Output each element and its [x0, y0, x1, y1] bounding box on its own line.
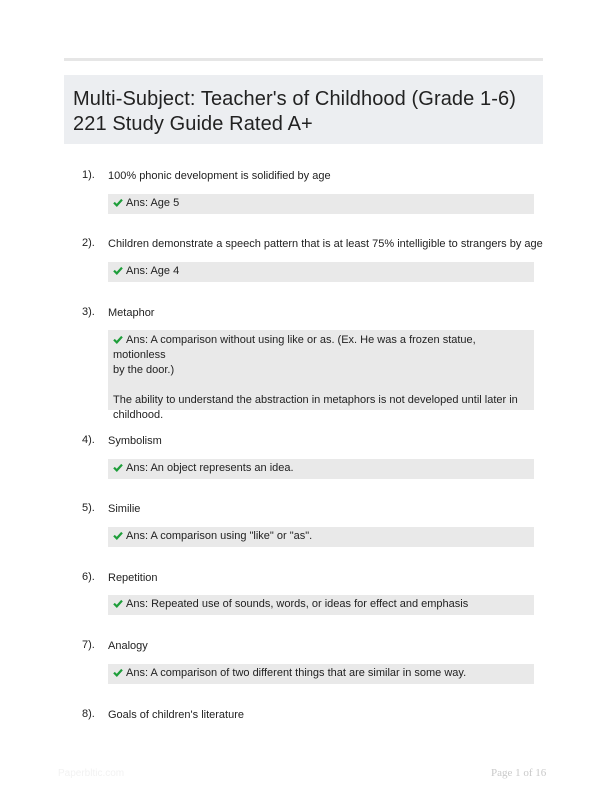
answer-box: [108, 262, 534, 282]
question-number: 2).: [82, 237, 95, 249]
check-icon: [113, 266, 123, 275]
question-number: 6).: [82, 571, 95, 583]
answer-text: Ans: Age 5: [126, 197, 180, 209]
question-text: Analogy: [108, 640, 148, 652]
question-number: 4).: [82, 434, 95, 446]
question-number: 5).: [82, 502, 95, 514]
question-text: Goals of children's literature: [108, 709, 244, 721]
document-title-box: [64, 75, 543, 144]
document-title-line1: Multi-Subject: Teacher's of Childhood (Grade 1-6): [73, 88, 517, 110]
document-title-line2: 221 Study Guide Rated A+: [73, 113, 313, 135]
question-text: Repetition: [108, 572, 158, 584]
check-icon: [113, 463, 123, 472]
footer-watermark: Paperbltic.com: [58, 768, 125, 779]
answer-text-continued: by the door.): [113, 364, 175, 376]
answer-text: Ans: Age 4: [126, 265, 180, 277]
question-number: 1).: [82, 169, 95, 181]
question-text: Symbolism: [108, 435, 162, 447]
answer-text: Ans: A comparison using "like" or "as".: [126, 530, 313, 542]
answer-box: [108, 595, 534, 615]
question-number: 7).: [82, 639, 95, 651]
answer-box: [108, 664, 534, 684]
check-icon: [113, 599, 123, 608]
check-icon: [113, 668, 123, 677]
answer-text: Ans: A comparison without using like or as. (Ex. He was a frozen statue, motionless: [113, 334, 476, 361]
answer-text: Ans: Repeated use of sounds, words, or ideas for effect and emphasis: [126, 598, 469, 610]
check-icon: [113, 335, 123, 344]
answer-box: [108, 459, 534, 479]
answer-box: [108, 330, 534, 421]
question-text: Children demonstrate a speech pattern that is at least 75% intelligible to strangers by age: [108, 238, 543, 250]
answer-text: Ans: A comparison of two different things that are similar in some way.: [126, 667, 467, 679]
answer-note-continued: childhood.: [113, 409, 164, 421]
question-text: Similie: [108, 503, 141, 515]
question-number: 8).: [82, 708, 95, 720]
check-icon: [113, 531, 123, 540]
page-number: Page 1 of 16: [491, 767, 547, 779]
answer-box: [108, 194, 534, 214]
answer-text: Ans: An object represents an idea.: [126, 462, 294, 474]
answer-box: [108, 527, 534, 547]
question-text: Metaphor: [108, 307, 155, 319]
top-divider: [64, 58, 543, 61]
question-text: 100% phonic development is solidified by age: [108, 170, 331, 182]
answer-note: The ability to understand the abstraction in metaphors is not developed until later in: [113, 394, 518, 406]
check-icon: [113, 198, 123, 207]
question-number: 3).: [82, 306, 95, 318]
